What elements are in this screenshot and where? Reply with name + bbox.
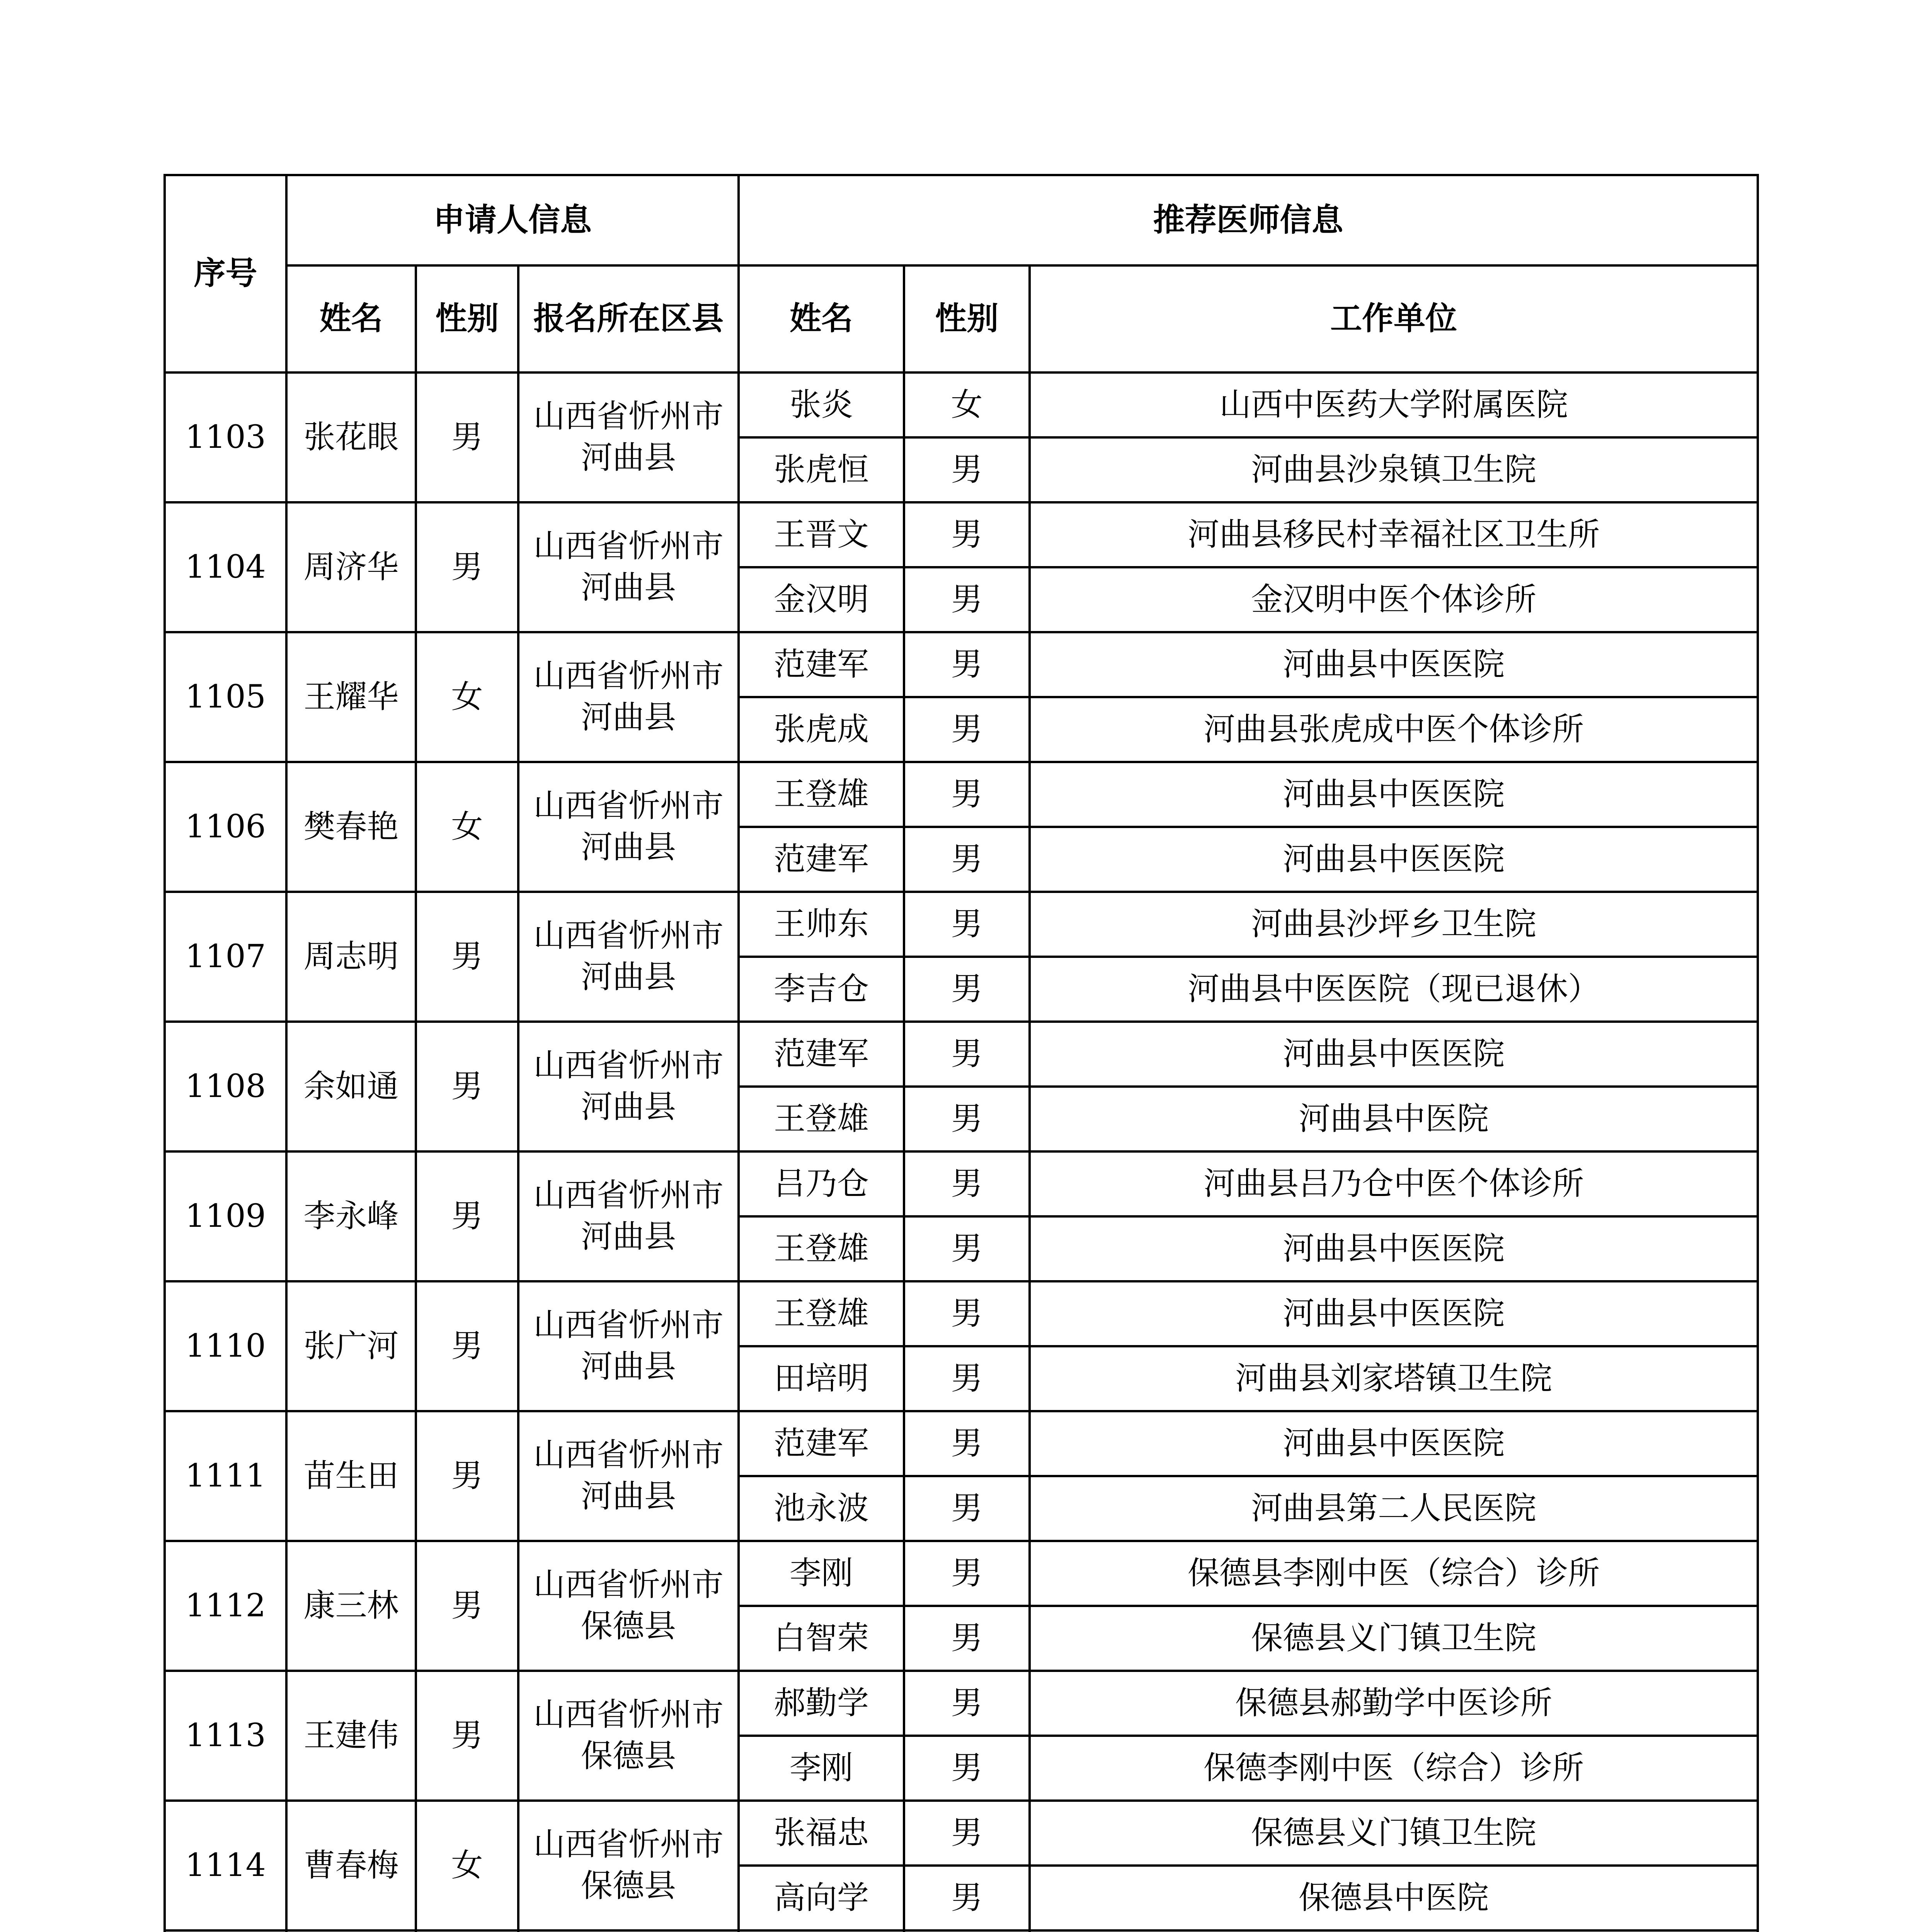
applicant-name: 康三林 bbox=[286, 1541, 416, 1671]
doctor-name: 张炎 bbox=[739, 372, 904, 437]
applicant-county: 山西省忻州市河曲县 bbox=[518, 1281, 739, 1411]
doctor-gender: 男 bbox=[904, 1866, 1030, 1930]
doctor-unit: 河曲县中医医院 bbox=[1030, 1216, 1758, 1281]
applicant-name bbox=[286, 1930, 416, 1932]
doctor-unit: 河曲县中医医院 bbox=[1030, 827, 1758, 892]
header-doctor-gender: 性别 bbox=[904, 265, 1030, 372]
record-seq: 1108 bbox=[165, 1022, 286, 1151]
doctor-name: 范建军 bbox=[739, 827, 904, 892]
doctor-unit: 河曲县中医医院 bbox=[1030, 632, 1758, 697]
applicant-name: 周济华 bbox=[286, 502, 416, 632]
table-row bbox=[165, 1151, 1758, 1216]
header-applicant-county: 报名所在区县 bbox=[518, 265, 739, 372]
doctor-gender: 男 bbox=[904, 502, 1030, 567]
table-row bbox=[165, 892, 1758, 957]
doctor-gender: 男 bbox=[904, 697, 1030, 762]
doctor-unit bbox=[1030, 1930, 1758, 1932]
doctor-gender: 男 bbox=[904, 1281, 1030, 1346]
applicant-name: 余如通 bbox=[286, 1022, 416, 1151]
header-seq: 序号 bbox=[165, 175, 286, 372]
doctor-name: 王登雄 bbox=[739, 1216, 904, 1281]
doctor-name: 李刚 bbox=[739, 1736, 904, 1801]
doctor-unit: 河曲县沙坪乡卫生院 bbox=[1030, 892, 1758, 957]
applicant-county: 山西省忻州市河曲县 bbox=[518, 1022, 739, 1151]
applicant-gender: 女 bbox=[416, 762, 518, 892]
header-row-1 bbox=[165, 175, 1758, 265]
applicant-county: 山西省忻州市保德县 bbox=[518, 1801, 739, 1930]
header-applicant-group: 申请人信息 bbox=[286, 175, 739, 265]
doctor-gender: 男 bbox=[904, 1606, 1030, 1671]
table-row bbox=[165, 1411, 1758, 1476]
applicant-gender: 男 bbox=[416, 372, 518, 502]
applicant-county: 山西省忻州市河曲县 bbox=[518, 762, 739, 892]
doctor-gender: 男 bbox=[904, 1411, 1030, 1476]
doctor-gender: 男 bbox=[904, 437, 1030, 502]
applicant-name: 樊春艳 bbox=[286, 762, 416, 892]
record-seq: 1104 bbox=[165, 502, 286, 632]
doctor-name: 王登雄 bbox=[739, 1281, 904, 1346]
table-row bbox=[165, 1930, 1758, 1932]
applicant-gender: 男 bbox=[416, 1671, 518, 1801]
record-seq: 1103 bbox=[165, 372, 286, 502]
doctor-unit: 河曲县沙泉镇卫生院 bbox=[1030, 437, 1758, 502]
applicant-county: 山西省忻州市保德县 bbox=[518, 1671, 739, 1801]
doctor-unit: 保德县郝勤学中医诊所 bbox=[1030, 1671, 1758, 1736]
doctor-name: 范建军 bbox=[739, 1022, 904, 1087]
applicant-name: 苗生田 bbox=[286, 1411, 416, 1541]
table-row bbox=[165, 1022, 1758, 1087]
doctor-name: 李吉仓 bbox=[739, 957, 904, 1022]
applicant-gender: 男 bbox=[416, 502, 518, 632]
doctor-name: 王晋文 bbox=[739, 502, 904, 567]
table-row bbox=[165, 1801, 1758, 1866]
table-row bbox=[165, 372, 1758, 437]
applicant-gender: 男 bbox=[416, 1022, 518, 1151]
header-doctor-name: 姓名 bbox=[739, 265, 904, 372]
doctor-name: 李刚 bbox=[739, 1541, 904, 1606]
doctor-name: 王登雄 bbox=[739, 1087, 904, 1151]
applicant-gender: 男 bbox=[416, 1541, 518, 1671]
applicant-name: 张花眼 bbox=[286, 372, 416, 502]
doctor-gender: 男 bbox=[904, 1151, 1030, 1216]
applicant-name: 王耀华 bbox=[286, 632, 416, 762]
applicant-gender: 男 bbox=[416, 1281, 518, 1411]
doctor-unit: 河曲县张虎成中医个体诊所 bbox=[1030, 697, 1758, 762]
doctor-unit: 保德县中医院 bbox=[1030, 1866, 1758, 1930]
doctor-unit: 河曲县刘家塔镇卫生院 bbox=[1030, 1346, 1758, 1411]
doctor-name: 高向学 bbox=[739, 1866, 904, 1930]
header-row-2 bbox=[165, 265, 1758, 372]
header-doctor-unit: 工作单位 bbox=[1030, 265, 1758, 372]
record-seq: 1114 bbox=[165, 1801, 286, 1930]
doctor-unit: 金汉明中医个体诊所 bbox=[1030, 567, 1758, 632]
applicant-county: 山西省忻州市河曲县 bbox=[518, 892, 739, 1022]
doctor-name: 范建军 bbox=[739, 1411, 904, 1476]
table-body bbox=[165, 372, 1758, 1932]
applicant-gender: 男 bbox=[416, 892, 518, 1022]
table-row bbox=[165, 1541, 1758, 1606]
doctor-name: 张虎恒 bbox=[739, 437, 904, 502]
doctor-unit: 保德县义门镇卫生院 bbox=[1030, 1606, 1758, 1671]
doctor-name: 吕乃仓 bbox=[739, 1151, 904, 1216]
applicant-gender bbox=[416, 1930, 518, 1932]
doctor-gender: 男 bbox=[904, 1801, 1030, 1866]
applicant-gender: 女 bbox=[416, 1801, 518, 1930]
applicant-gender: 女 bbox=[416, 632, 518, 762]
doctor-gender: 男 bbox=[904, 1216, 1030, 1281]
doctor-name: 张福忠 bbox=[739, 1801, 904, 1866]
table-row bbox=[165, 632, 1758, 697]
doctor-gender: 男 bbox=[904, 892, 1030, 957]
doctor-gender: 男 bbox=[904, 1346, 1030, 1411]
doctor-name: 池永波 bbox=[739, 1476, 904, 1541]
record-seq bbox=[165, 1930, 286, 1932]
doctor-gender: 男 bbox=[904, 1087, 1030, 1151]
doctor-unit: 河曲县移民村幸福社区卫生所 bbox=[1030, 502, 1758, 567]
record-seq: 1109 bbox=[165, 1151, 286, 1281]
doctor-name: 王登雄 bbox=[739, 762, 904, 827]
doctor-gender: 女 bbox=[904, 372, 1030, 437]
doctor-unit: 河曲县中医院 bbox=[1030, 1087, 1758, 1151]
table-row bbox=[165, 502, 1758, 567]
doctor-unit: 河曲县中医医院 bbox=[1030, 1281, 1758, 1346]
doctor-unit: 河曲县吕乃仓中医个体诊所 bbox=[1030, 1151, 1758, 1216]
table-row bbox=[165, 1671, 1758, 1736]
applicant-county: 山西省忻州市保德县 bbox=[518, 1541, 739, 1671]
table-row bbox=[165, 762, 1758, 827]
table-row bbox=[165, 1281, 1758, 1346]
doctor-name: 金汉明 bbox=[739, 567, 904, 632]
applicant-name: 曹春梅 bbox=[286, 1801, 416, 1930]
doctor-unit: 河曲县中医医院 bbox=[1030, 1022, 1758, 1087]
header-applicant-gender: 性别 bbox=[416, 265, 518, 372]
record-seq: 1105 bbox=[165, 632, 286, 762]
record-seq: 1113 bbox=[165, 1671, 286, 1801]
applicant-name: 周志明 bbox=[286, 892, 416, 1022]
applicant-county: 山西省忻州市河曲县 bbox=[518, 502, 739, 632]
applicant-county: 山西省忻州市河曲县 bbox=[518, 1411, 739, 1541]
record-seq: 1112 bbox=[165, 1541, 286, 1671]
doctor-gender: 男 bbox=[904, 1476, 1030, 1541]
doctor-gender: 男 bbox=[904, 567, 1030, 632]
applicant-county: 山西省忻州市河曲县 bbox=[518, 1151, 739, 1281]
applicant-gender: 男 bbox=[416, 1151, 518, 1281]
doctor-unit: 河曲县中医医院 bbox=[1030, 1411, 1758, 1476]
doctor-gender: 男 bbox=[904, 762, 1030, 827]
applicant-gender: 男 bbox=[416, 1411, 518, 1541]
record-seq: 1107 bbox=[165, 892, 286, 1022]
record-seq: 1110 bbox=[165, 1281, 286, 1411]
doctor-gender: 男 bbox=[904, 827, 1030, 892]
doctor-name: 郝勤学 bbox=[739, 1671, 904, 1736]
doctor-unit: 山西中医药大学附属医院 bbox=[1030, 372, 1758, 437]
applicant-name: 王建伟 bbox=[286, 1671, 416, 1801]
doctor-gender: 男 bbox=[904, 1671, 1030, 1736]
recommendation-table bbox=[163, 174, 1759, 1932]
header-applicant-name: 姓名 bbox=[286, 265, 416, 372]
doctor-name bbox=[739, 1930, 904, 1932]
record-seq: 1106 bbox=[165, 762, 286, 892]
doctor-gender: 男 bbox=[904, 1736, 1030, 1801]
doctor-name: 白智荣 bbox=[739, 1606, 904, 1671]
doctor-gender bbox=[904, 1930, 1030, 1932]
doctor-unit: 保德县义门镇卫生院 bbox=[1030, 1801, 1758, 1866]
doctor-unit: 河曲县中医医院（现已退休） bbox=[1030, 957, 1758, 1022]
doctor-gender: 男 bbox=[904, 1022, 1030, 1087]
doctor-name: 张虎成 bbox=[739, 697, 904, 762]
applicant-county: 山西省忻州市河曲县 bbox=[518, 632, 739, 762]
doctor-unit: 保德县李刚中医（综合）诊所 bbox=[1030, 1541, 1758, 1606]
doctor-gender: 男 bbox=[904, 632, 1030, 697]
doctor-unit: 河曲县第二人民医院 bbox=[1030, 1476, 1758, 1541]
doctor-name: 王帅东 bbox=[739, 892, 904, 957]
header-doctor-group: 推荐医师信息 bbox=[739, 175, 1758, 265]
doctor-gender: 男 bbox=[904, 1541, 1030, 1606]
applicant-county bbox=[518, 1930, 739, 1932]
applicant-name: 李永峰 bbox=[286, 1151, 416, 1281]
doctor-unit: 河曲县中医医院 bbox=[1030, 762, 1758, 827]
applicant-county: 山西省忻州市河曲县 bbox=[518, 372, 739, 502]
record-seq: 1111 bbox=[165, 1411, 286, 1541]
doctor-name: 范建军 bbox=[739, 632, 904, 697]
doctor-unit: 保德李刚中医（综合）诊所 bbox=[1030, 1736, 1758, 1801]
applicant-name: 张广河 bbox=[286, 1281, 416, 1411]
doctor-gender: 男 bbox=[904, 957, 1030, 1022]
doctor-name: 田培明 bbox=[739, 1346, 904, 1411]
